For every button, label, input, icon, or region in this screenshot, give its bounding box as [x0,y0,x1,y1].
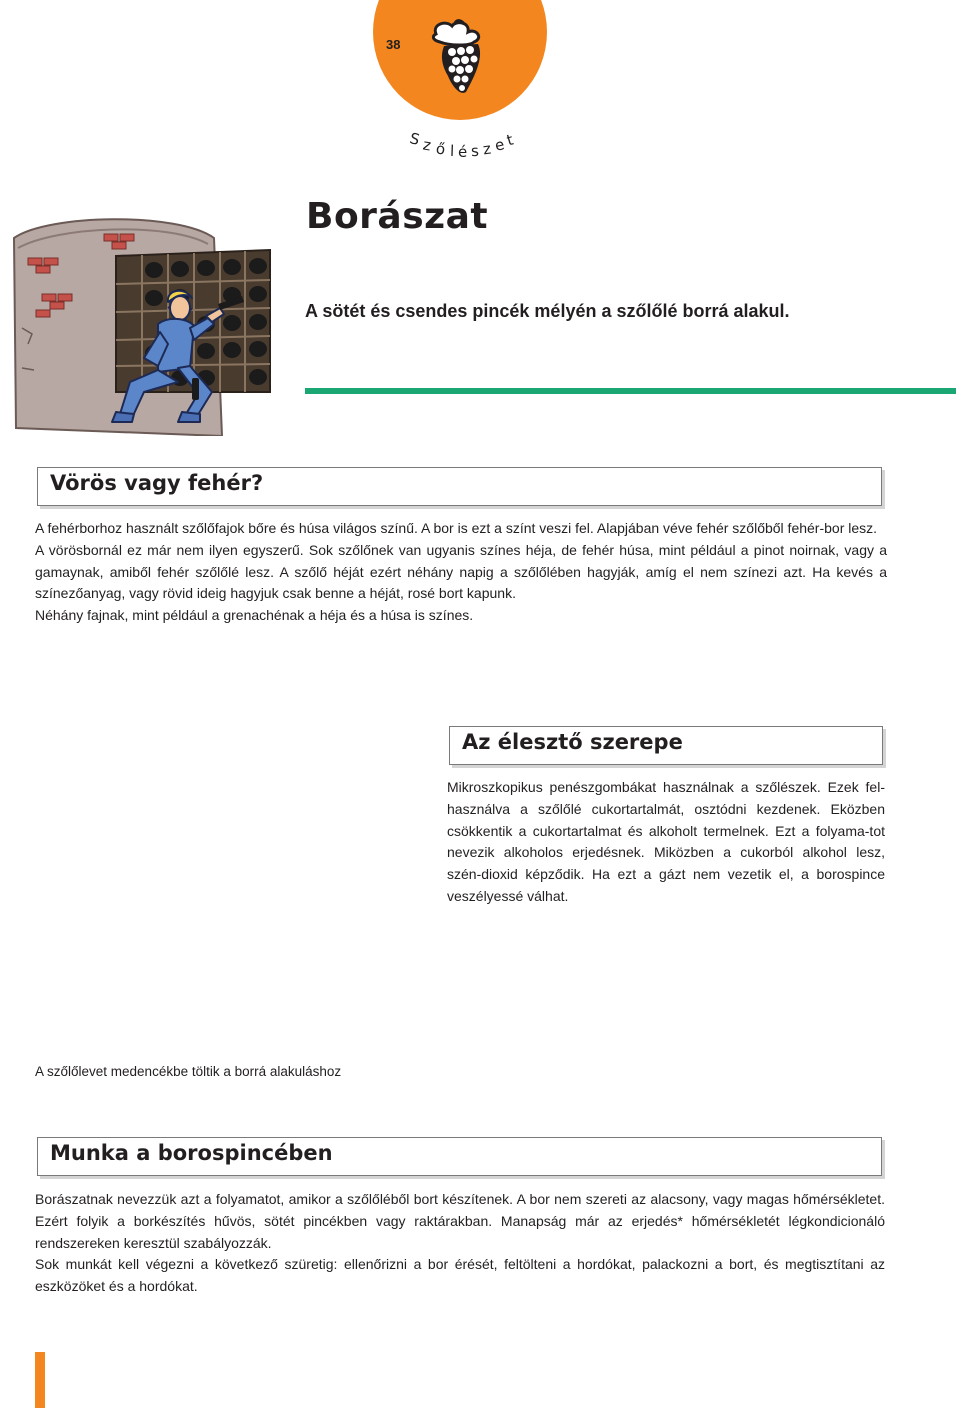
section-body-cellar-work [35,1189,885,1298]
section-header-yeast-role [449,726,883,765]
grape-cluster-icon [430,16,490,98]
image-caption: A szőlőlevet medencékbe töltik a borrá alakuláshoz [35,1064,342,1079]
subject-letter: t [504,130,516,150]
subject-letter: e [493,135,507,155]
section-title: Az élesztő szerepe [462,730,683,754]
section-body-yeast-role [447,777,885,908]
section-title: Vörös vagy fehér? [50,471,264,495]
subject-letter: ő [435,139,447,159]
subject-letter: z [421,135,433,155]
paragraph: Borászatnak nevezzük azt a folyamatot, amikor a szőlőléből bort készítenek. A bor nem szereti az alacsony, vagy magas hőmérsékletet. Ezért folyik a borkészítés hűvös, sötét pincékben vagy raktárakban. Manapság már az erjedés* hőmérsékletét légkondicionáló rendszereken keresztül szabályozzák. [35,1191,885,1251]
paragraph: Néhány fajnak, mint például a grenachénak a héja és a húsa is színes. [35,607,474,624]
footer-accent-bar [35,1352,45,1408]
accent-rule [305,388,956,394]
section-title: Munka a borospincében [50,1141,333,1165]
subject-letter: z [481,139,493,159]
page-title: Borászat [306,196,489,237]
paragraph: A vörösbornál ez már nem ilyen egyszerű. Sok szőlőnek van ugyanis színes héja, de fehér húsa, mint például a pinot noirnak, vagy a gamaynak, amiből fehér szőlőlé lesz. A szőlő héját ezért néhány napig a szőlőlében hagyják, amíg el nem színezi azt. Ha kevés a színezőanyag, vagy rövid ideig hagyjuk csak benne a héját, rosé bort kapunk. [35,541,887,602]
wine-cellar-worker-illustration [8,208,276,436]
section-header-cellar-work [37,1137,882,1176]
section-header-red-or-white [37,467,882,506]
page-number: 38 [386,37,401,52]
subject-letter: é [458,143,468,161]
paragraph: Sok munkát kell végezni a következő szüretig: ellenőrizni a bor érését, feltölteni a hordókat, palackozni a bort, és megtisztítani az eszközöket és a hordókat. [35,1256,885,1295]
section-body-red-or-white [35,518,887,627]
lead-sentence: A sötét és csendes pincék mélyén a szőlőlé borrá alakul. [305,301,790,321]
paragraph: Mikroszkopikus penészgombákat használnak a szőlészek. Ezek fel-használva a szőlőlé cukortartalmát, osztódni kezdenek. Eközben csökkentik a cukortartalmat és alkoholt termelnek. Ezt a folyama-tot nevezik alkoholos erjedésnek. Miközben a cukorból alkohol lesz, szén-dioxid képződik. Ha ezt a gázt nem vezetik el, a borospince veszélyessé válhat. [447,779,885,904]
subject-letter: l [449,141,455,161]
subject-heading [408,128,520,162]
subject-letter: s [470,141,480,161]
paragraph: A fehérborhoz használt szőlőfajok bőre és húsa világos színű. A bor is ezt a színt veszi fel. Alapjában véve fehér szőlőből fehér-bor lesz. [35,520,878,536]
subject-letter: S [407,129,422,149]
